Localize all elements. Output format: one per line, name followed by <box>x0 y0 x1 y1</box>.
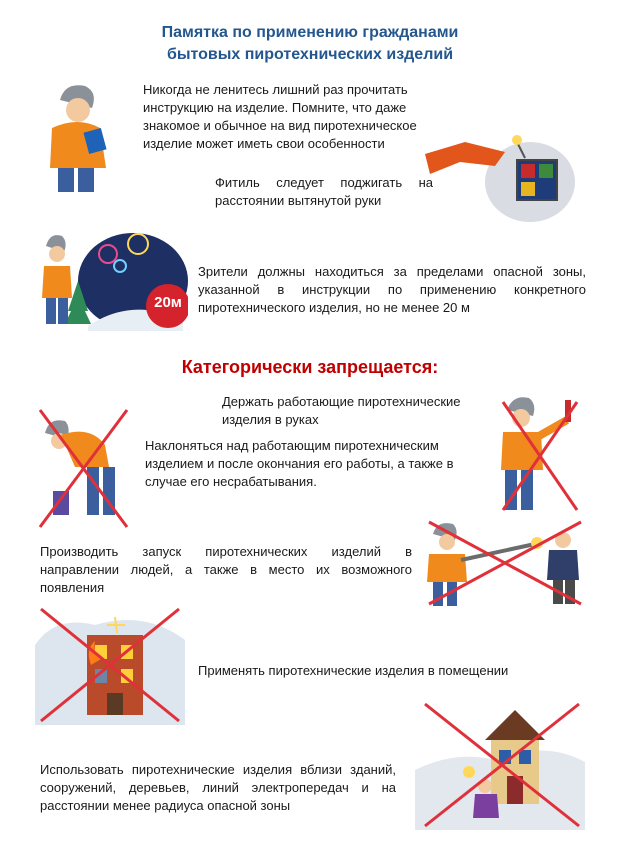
forbidden-heading: Категорически запрещается: <box>181 357 439 377</box>
title-line-2: бытовых пиротехнических изделий <box>166 46 454 63</box>
fuse-tip-text: Фитиль следует поджигать на расстоянии вытянутой руки <box>215 175 433 208</box>
leaning-over-firework-crossed-illustration <box>35 405 135 530</box>
page-title <box>0 22 620 66</box>
launch-at-people-text: Производить запуск пиротехнических изделий в направлении людей, а также в место их возможного появления <box>40 544 412 595</box>
title-line-1: Памятка по применению гражданами <box>161 24 459 41</box>
hold-in-hands-text: Держать работающие пиротехнические изделия в руках <box>222 394 461 427</box>
near-buildings-text: Использовать пиротехнические изделия вблизи зданий, сооружений, деревьев, линий электропередач и на расстоянии менее радиуса опасной зоны <box>40 762 396 813</box>
distance-badge: 20м <box>154 294 182 311</box>
near-buildings-crossed-illustration <box>415 700 585 830</box>
man-reading-instructions-illustration <box>40 80 120 195</box>
lean-over-text: Наклоняться над работающим пиротехническим изделием и после окончания его работы, а также в случае его несрабатывания. <box>145 438 454 489</box>
spectators-distance-illustration <box>38 226 188 331</box>
instruction-tip-text: Никогда не ленитесь лишний раз прочитать инструкцию на изделие. Помните, что даже знакомое и обычное на вид пиротехническое изделие может иметь свои особенности <box>143 82 417 151</box>
fire-in-building-crossed-illustration <box>35 605 185 725</box>
lighting-fuse-illustration <box>425 112 575 222</box>
spectators-tip-text: Зрители должны находиться за пределами опасной зоны, указанной в инструкции по применению конкретного пиротехнического изделия, но не менее 20 м <box>198 264 586 315</box>
holding-firework-crossed-illustration <box>495 392 585 517</box>
indoors-text: Применять пиротехнические изделия в помещении <box>198 663 509 678</box>
launching-at-people-crossed-illustration <box>425 518 585 608</box>
